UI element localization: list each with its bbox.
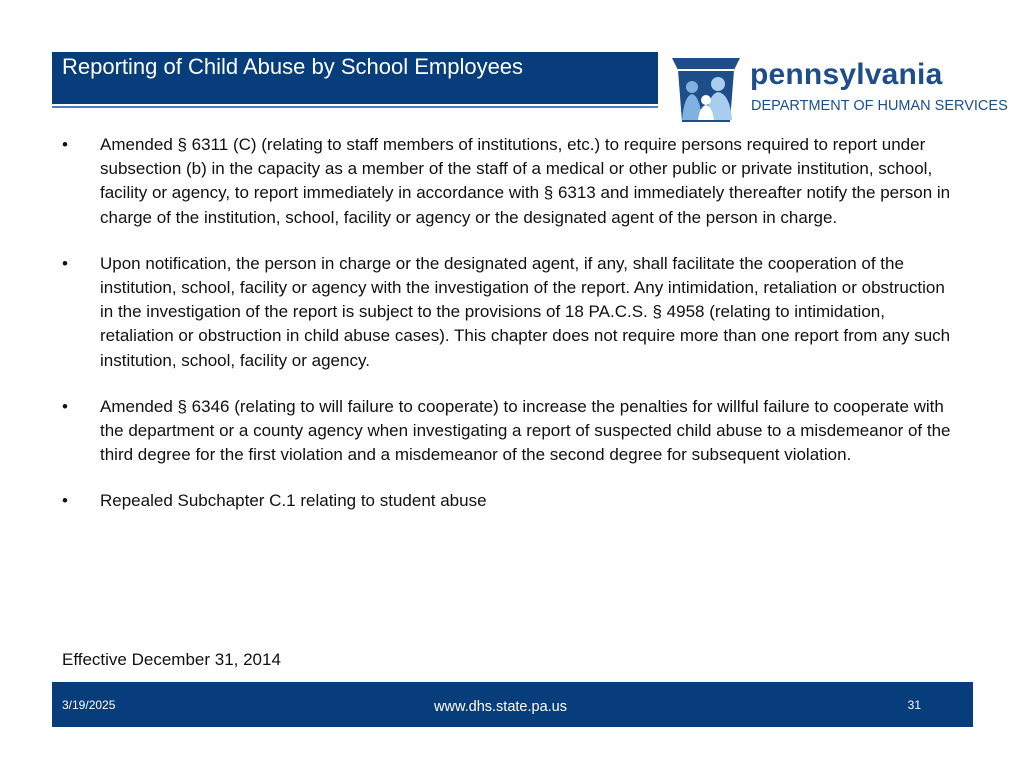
list-item bbox=[62, 133, 962, 230]
effective-date: Effective December 31, 2014 bbox=[62, 650, 281, 669]
bullet-list bbox=[62, 133, 962, 536]
page-number: 31 bbox=[907, 698, 921, 712]
list-item bbox=[62, 252, 962, 373]
keystone-family-icon bbox=[670, 54, 742, 128]
bullet-text: Amended § 6346 (relating to will failure to cooperate) to increase the penalties for willful failure to cooperate with the department or a county agency when investigating a report of suspected child abuse to a misdemeanor of the third degree for the first violation and a misdemeanor of the second degree for subsequent violation. bbox=[100, 396, 951, 465]
bullet-text: Amended § 6311 (C) (relating to staff members of institutions, etc.) to require persons required to report under subsection (b) in the capacity as a member of the staff of a medical or other public or private institution, school, facility or agency, to report immediately in accordance with § 6313 and immediately thereafter notify the person in charge of the institution, school, facility or agency or the designated agent of the person in charge. bbox=[100, 135, 951, 227]
bullet-marker: • bbox=[62, 491, 68, 511]
bullet-marker: • bbox=[62, 396, 68, 416]
bullet-text: Upon notification, the person in charge or the designated agent, if any, shall facilitate the cooperation of the institution, school, facility or agency with the investigation of the report. Any intimidation, retaliation or obstruction in the investigation of the report is subject to the provisions of 18 PA.C.S. § 4958 (relating to intimidation, retaliation or obstruction in child abuse cases). This chapter does not require more than one report from any such institution, school, facility or agency. bbox=[100, 253, 951, 370]
title-bar bbox=[52, 52, 658, 104]
logo-department: DEPARTMENT OF HUMAN SERVICES bbox=[751, 98, 1008, 114]
bullet-text: Repealed Subchapter C.1 relating to student abuse bbox=[100, 491, 487, 511]
footer-date: 3/19/2025 bbox=[62, 698, 116, 712]
bullet-marker: • bbox=[62, 253, 68, 273]
footer-url: www.dhs.state.pa.us bbox=[434, 699, 567, 715]
bullet-marker: • bbox=[62, 135, 68, 154]
title-underline bbox=[52, 106, 658, 108]
footer-bar bbox=[52, 682, 973, 727]
pa-dhs-logo bbox=[670, 54, 1010, 128]
logo-wordmark: pennsylvania bbox=[750, 58, 943, 91]
list-item bbox=[62, 395, 962, 468]
slide-title: Reporting of Child Abuse by School Employees bbox=[62, 54, 524, 79]
list-item bbox=[62, 489, 962, 513]
